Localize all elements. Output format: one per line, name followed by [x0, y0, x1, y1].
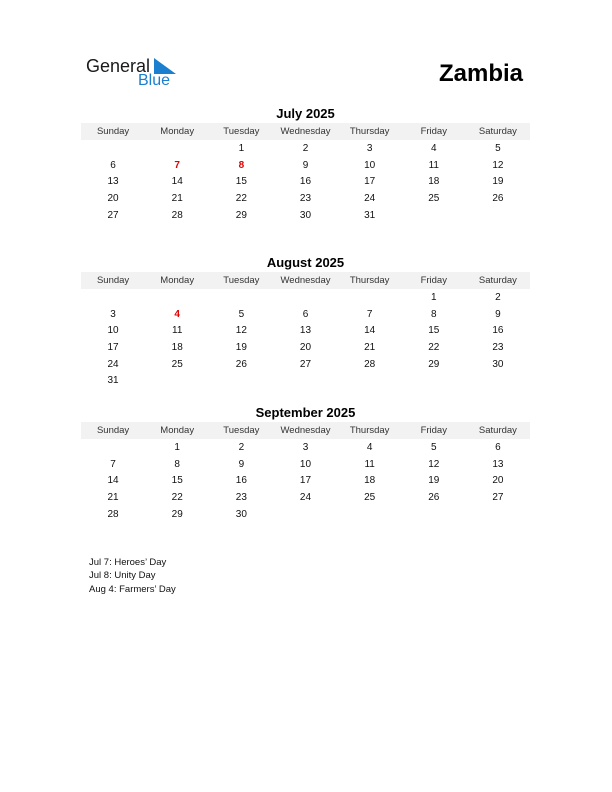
weekday-header: Tuesday: [209, 272, 273, 289]
empty-day-cell: [402, 207, 466, 224]
day-cell: 18: [428, 176, 440, 188]
holiday-note: Jul 8: Unity Day: [89, 570, 156, 582]
day-cell: 30: [235, 508, 247, 520]
calendar-grid: [81, 272, 530, 389]
day-cell: 13: [492, 458, 504, 470]
day-cell: 14: [107, 475, 119, 487]
holiday-notes: [89, 556, 176, 596]
day-cell: 27: [492, 491, 504, 503]
week-row: [81, 140, 530, 157]
weekday-header: Wednesday: [273, 272, 337, 289]
empty-day-cell: [209, 289, 273, 306]
week-row: [81, 173, 530, 190]
week-row: [81, 306, 530, 323]
weekday-header: Thursday: [338, 272, 402, 289]
day-cell: 15: [235, 176, 247, 188]
weekday-header: Tuesday: [209, 422, 273, 439]
day-cell: 17: [107, 341, 119, 353]
weekday-header: Monday: [145, 123, 209, 140]
empty-day-cell: [402, 506, 466, 523]
day-cell: 20: [299, 341, 312, 353]
day-cell: 11: [364, 458, 375, 470]
weekday-header: Monday: [145, 272, 209, 289]
day-cell: 18: [171, 341, 183, 353]
empty-day-cell: [81, 140, 145, 157]
day-cell: 21: [107, 491, 119, 503]
weekday-header: Sunday: [81, 272, 145, 289]
weekday-header: Sunday: [81, 123, 145, 140]
day-cell: 12: [235, 325, 247, 337]
day-cell: 21: [171, 192, 183, 204]
weekday-header-row: [81, 422, 530, 439]
empty-day-cell: [466, 207, 530, 224]
empty-day-cell: [338, 372, 402, 389]
empty-day-cell: [338, 506, 402, 523]
weekday-header: Saturday: [466, 422, 530, 439]
empty-day-cell: [145, 289, 209, 306]
empty-day-cell: [145, 372, 209, 389]
week-row: [81, 356, 530, 373]
day-cell: 10: [107, 325, 119, 337]
week-row: [81, 207, 530, 224]
day-cell: 27: [107, 209, 119, 221]
weekday-header: Friday: [402, 422, 466, 439]
day-cell: 7: [110, 458, 116, 470]
weekday-header: Thursday: [338, 422, 402, 439]
day-cell: 9: [238, 458, 245, 470]
day-cell: 16: [235, 475, 247, 487]
day-cell: 29: [171, 508, 183, 520]
day-cell: 23: [492, 341, 504, 353]
month-title: July 2025: [276, 106, 335, 121]
day-cell: 28: [364, 358, 376, 370]
day-cell: 22: [235, 192, 247, 204]
weekday-header: Sunday: [81, 422, 145, 439]
day-cell: 31: [107, 375, 119, 387]
weekday-header: Friday: [402, 123, 466, 140]
empty-day-cell: [273, 372, 337, 389]
week-row: [81, 157, 530, 174]
day-cell: 11: [428, 159, 439, 171]
day-cell: 24: [364, 192, 376, 204]
empty-day-cell: [209, 372, 273, 389]
day-cell: 3: [366, 142, 373, 154]
calendar-grid: [81, 422, 530, 522]
day-cell: 19: [428, 475, 440, 487]
day-cell: 26: [235, 358, 247, 370]
holiday-day-cell: 7: [174, 159, 180, 171]
day-cell: 14: [171, 176, 183, 188]
weekday-header-row: [81, 272, 530, 289]
week-row: [81, 456, 530, 473]
day-cell: 3: [302, 441, 309, 453]
holiday-note: Jul 7: Heroes’ Day: [89, 557, 167, 568]
month-title: September 2025: [255, 405, 356, 420]
day-cell: 18: [364, 475, 376, 487]
day-cell: 31: [364, 209, 376, 221]
week-row: [81, 489, 530, 506]
empty-day-cell: [466, 506, 530, 523]
day-cell: 28: [107, 508, 119, 520]
day-cell: 20: [107, 192, 119, 204]
day-cell: 21: [364, 341, 376, 353]
week-row: [81, 190, 530, 207]
day-cell: 17: [299, 475, 312, 487]
empty-day-cell: [273, 289, 337, 306]
empty-day-cell: [402, 372, 466, 389]
day-cell: 25: [171, 358, 183, 370]
month-title: August 2025: [266, 255, 345, 270]
day-cell: 12: [428, 458, 440, 470]
day-cell: 27: [299, 358, 312, 370]
empty-day-cell: [81, 289, 145, 306]
weekday-header: Wednesday: [273, 422, 337, 439]
day-cell: 5: [430, 441, 437, 453]
day-cell: 1: [430, 291, 437, 303]
day-cell: 29: [235, 209, 247, 221]
empty-day-cell: [466, 372, 530, 389]
day-cell: 28: [171, 209, 183, 221]
day-cell: 2: [495, 291, 501, 303]
day-cell: 12: [492, 159, 504, 171]
day-cell: 2: [238, 441, 245, 453]
day-cell: 5: [238, 308, 245, 320]
day-cell: 24: [299, 491, 312, 503]
day-cell: 4: [430, 142, 437, 154]
day-cell: 16: [492, 325, 504, 337]
weekday-header: Friday: [402, 272, 466, 289]
day-cell: 9: [302, 159, 309, 171]
week-row: [81, 506, 530, 523]
day-cell: 6: [110, 159, 116, 171]
week-row: [81, 322, 530, 339]
brand-logo: [86, 56, 186, 92]
holiday-day-cell: 4: [174, 308, 180, 320]
day-cell: 10: [364, 159, 376, 171]
holiday-note: Aug 4: Farmers’ Day: [89, 583, 176, 595]
day-cell: 23: [299, 192, 312, 204]
logo-text-blue: Blue: [138, 72, 171, 89]
month-calendar-september: [81, 405, 530, 522]
day-cell: 17: [364, 176, 376, 188]
day-cell: 13: [107, 176, 119, 188]
empty-day-cell: [145, 140, 209, 157]
day-cell: 1: [174, 441, 180, 453]
day-cell: 8: [430, 308, 437, 320]
day-cell: 5: [495, 142, 501, 154]
weekday-header: Monday: [145, 422, 209, 439]
day-cell: 8: [174, 458, 180, 470]
day-cell: 10: [299, 458, 312, 470]
week-row: [81, 439, 530, 456]
empty-day-cell: [273, 506, 337, 523]
month-calendar-july: [81, 106, 530, 223]
empty-day-cell: [81, 439, 145, 456]
day-cell: 16: [299, 176, 312, 188]
day-cell: 30: [299, 209, 312, 221]
day-cell: 4: [366, 441, 373, 453]
day-cell: 7: [366, 308, 373, 320]
day-cell: 15: [171, 475, 183, 487]
day-cell: 26: [492, 192, 504, 204]
day-cell: 13: [299, 325, 312, 337]
day-cell: 14: [364, 325, 376, 337]
day-cell: 6: [495, 441, 501, 453]
day-cell: 25: [428, 192, 440, 204]
day-cell: 9: [495, 308, 501, 320]
day-cell: 25: [364, 491, 376, 503]
day-cell: 20: [492, 475, 504, 487]
day-cell: 22: [171, 491, 183, 503]
empty-day-cell: [338, 289, 402, 306]
day-cell: 30: [492, 358, 504, 370]
month-calendar-august: [81, 255, 530, 389]
holiday-day-cell: 8: [238, 159, 245, 171]
day-cell: 19: [492, 176, 504, 188]
day-cell: 2: [302, 142, 309, 154]
week-row: [81, 289, 530, 306]
day-cell: 29: [428, 358, 440, 370]
day-cell: 23: [235, 491, 247, 503]
weekday-header: Tuesday: [209, 123, 273, 140]
calendar-grid: [81, 123, 530, 223]
day-cell: 19: [235, 341, 247, 353]
day-cell: 15: [428, 325, 440, 337]
week-row: [81, 372, 530, 389]
weekday-header: Thursday: [338, 123, 402, 140]
day-cell: 1: [238, 142, 245, 154]
weekday-header-row: [81, 123, 530, 140]
day-cell: 3: [110, 308, 116, 320]
logo-text-general: General: [86, 56, 151, 76]
weekday-header: Wednesday: [273, 123, 337, 140]
day-cell: 11: [172, 325, 183, 337]
country-title: Zambia: [438, 60, 523, 87]
weekday-header: Saturday: [466, 123, 530, 140]
week-row: [81, 339, 530, 356]
day-cell: 24: [107, 358, 119, 370]
day-cell: 26: [428, 491, 440, 503]
weekday-header: Saturday: [466, 272, 530, 289]
day-cell: 22: [428, 341, 440, 353]
week-row: [81, 472, 530, 489]
day-cell: 6: [302, 308, 309, 320]
